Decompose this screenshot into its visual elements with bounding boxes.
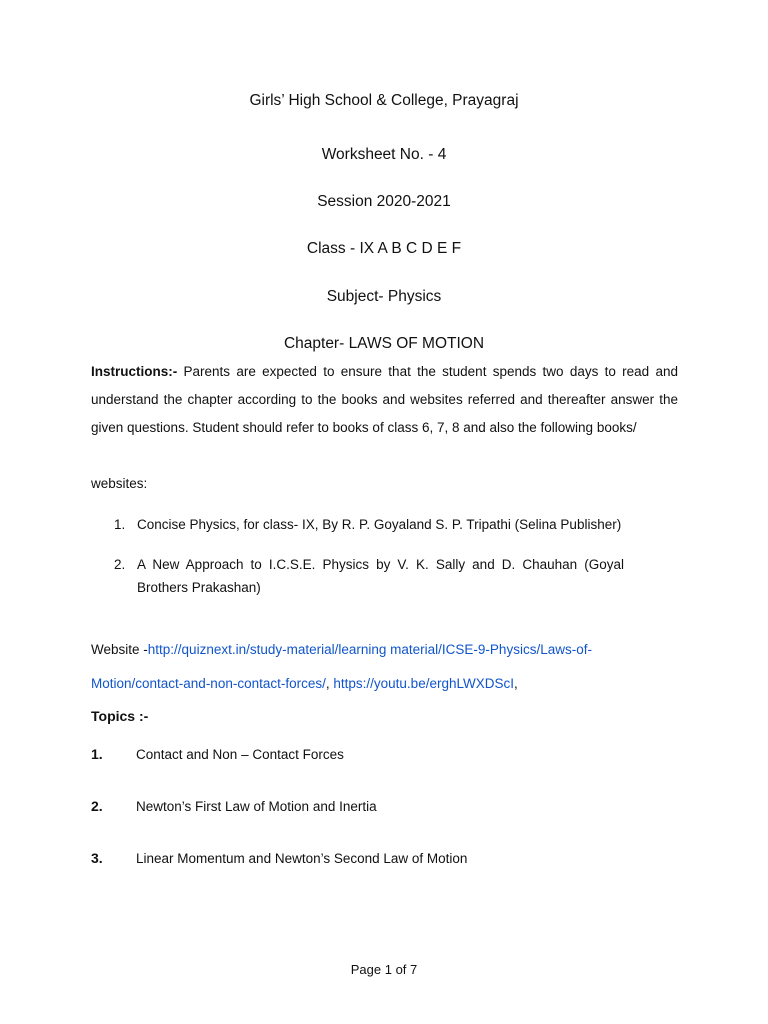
website-link-youtube[interactable]: https://youtu.be/erghLWXDScI: [333, 676, 514, 691]
book-text: A New Approach to I.C.S.E. Physics by V. K. Sally and D. Chauhan (Goyal Brothers Prakashan): [137, 557, 624, 595]
topic-number: 2.: [91, 798, 103, 814]
topic-text: Contact and Non – Contact Forces: [136, 747, 344, 762]
session: Session 2020-2021: [317, 193, 451, 210]
book-number: 2.: [114, 557, 126, 572]
website-line-2: [91, 676, 518, 691]
website-link-quiznext-cont[interactable]: Motion/contact-and-non-contact-forces/: [91, 676, 326, 691]
website-line: [91, 642, 592, 657]
school-title: Girls’ High School & College, Prayagraj: [249, 92, 519, 109]
trailing-comma: ,: [513, 676, 518, 691]
websites-label: websites:: [91, 476, 148, 491]
book-number: 1.: [114, 517, 126, 532]
topic-item: [91, 798, 377, 814]
instructions-label: Instructions:-: [91, 364, 178, 379]
topic-item: [91, 746, 344, 762]
subject: Subject- Physics: [326, 288, 442, 305]
chapter: Chapter- LAWS OF MOTION: [283, 335, 485, 352]
class-line: Class - IX A B C D E F: [306, 240, 462, 257]
worksheet-number: Worksheet No. - 4: [321, 146, 447, 163]
topic-text: Newton’s First Law of Motion and Inertia: [136, 799, 377, 814]
page-footer: Page 1 of 7: [350, 962, 418, 977]
separator: ,: [325, 676, 334, 691]
instructions-paragraph: [91, 358, 678, 442]
instructions-text: Parents are expected to ensure that the student spends two days to read and understand the chapter according to the books and websites referred and thereafter answer the given questions. Student should refer to books of class 6, 7, 8 and also the following books/: [91, 364, 678, 435]
topic-number: 1.: [91, 746, 103, 762]
book-item: [114, 513, 624, 536]
topic-item: [91, 850, 467, 866]
topics-label: Topics :-: [91, 708, 149, 724]
website-label: Website -: [91, 642, 148, 657]
topic-number: 3.: [91, 850, 103, 866]
book-text: Concise Physics, for class- IX, By R. P. Goyaland S. P. Tripathi (Selina Publisher): [137, 517, 622, 532]
website-link-quiznext[interactable]: http://quiznext.in/study-material/learning material/ICSE-9-Physics/Laws-of-: [147, 642, 592, 657]
topic-text: Linear Momentum and Newton’s Second Law of Motion: [136, 851, 468, 866]
book-item: [114, 553, 624, 599]
